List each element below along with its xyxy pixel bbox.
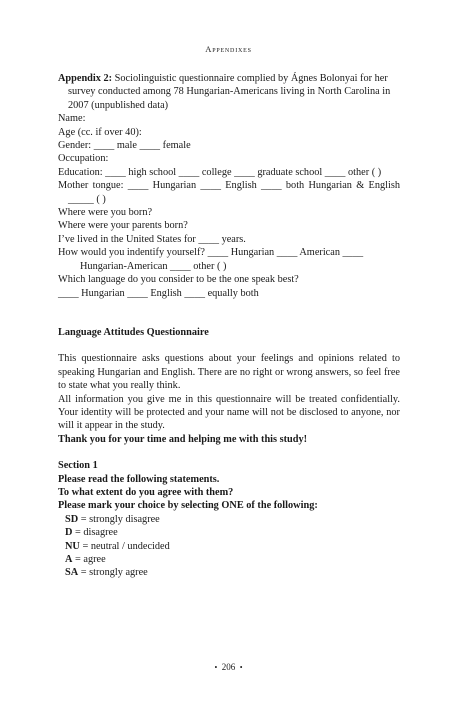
field-parents-birthplace: Where were your parents born? [58,220,188,232]
page-body [58,72,400,580]
field-mother-tongue: Mother tongue: ____ Hungarian ____ English ____ both Hungarian & English _____ ( ) [58,180,400,205]
section-instruction-3: Please mark your choice by selecting ONE of the following: [58,500,318,512]
page-footer [0,662,457,672]
field-best-language: Which language do you consider to be the one speak best? [58,274,299,286]
attitudes-intro: This questionnaire asks questions about your feelings and opinions related to speaking Hungarian and English. There are no right or wrong answers, so feel free to state what you really think. [58,353,400,392]
field-best-language-options: ____ Hungarian ____ English ____ equally both [58,287,259,299]
field-gender: Gender: ____ male ____ female [58,140,191,152]
field-identity: How would you indentify yourself? ____ Hungarian ____ American ____ Hungarian-American ____ other ( ) [58,247,364,272]
spacer [58,339,400,352]
field-name: Name: [58,113,86,125]
section-instruction-1: Please read the following statements. [58,473,220,485]
field-birthplace: Where were you born? [58,207,153,219]
field-age: Age (cc. if over 40): [58,126,142,138]
spacer [58,300,400,326]
scale-item-a: A = agree [65,554,106,565]
section-title: Section 1 [58,460,98,472]
attitudes-confidentiality: All information you give me in this questionnaire will be treated confidentially. Your identity will be protected and your name will not be disclosed to anyone, nor will it appear in the study. [58,393,400,432]
running-header: Appendixes [205,44,252,54]
appendix-intro-text: Sociolinguistic questionnaire complied by Ágnes Bolonyai for her survey conducted among 78 Hungarian-Americans living in North Carolina in 2007 (unpublished data) [68,73,391,111]
appendix-intro [58,72,400,112]
section-instruction-2: To what extent do you agree with them? [58,486,234,498]
field-occupation: Occupation: [58,153,109,165]
attitudes-thanks: Thank you for your time and helping me with this study! [58,433,308,445]
scale-item-sa: SA = strongly agree [65,567,148,579]
field-education: Education: ____ high school ____ college ____ graduate school ____ other ( ) [58,166,382,178]
scale-item-d: D = disagree [65,527,118,539]
attitudes-title: Language Attitudes Questionnaire [58,326,209,338]
scale-item-nu: NU = neutral / undecided [65,540,170,552]
footer-bullet-right: • [239,663,243,672]
page-number: 206 [221,662,236,672]
appendix-label: Appendix 2: [58,73,113,84]
spacer [58,446,400,459]
footer-bullet-left: • [214,663,218,672]
scale-item-sd: SD = strongly disagree [65,513,160,525]
field-years-in-us: I’ve lived in the United States for ____ years. [58,233,246,245]
